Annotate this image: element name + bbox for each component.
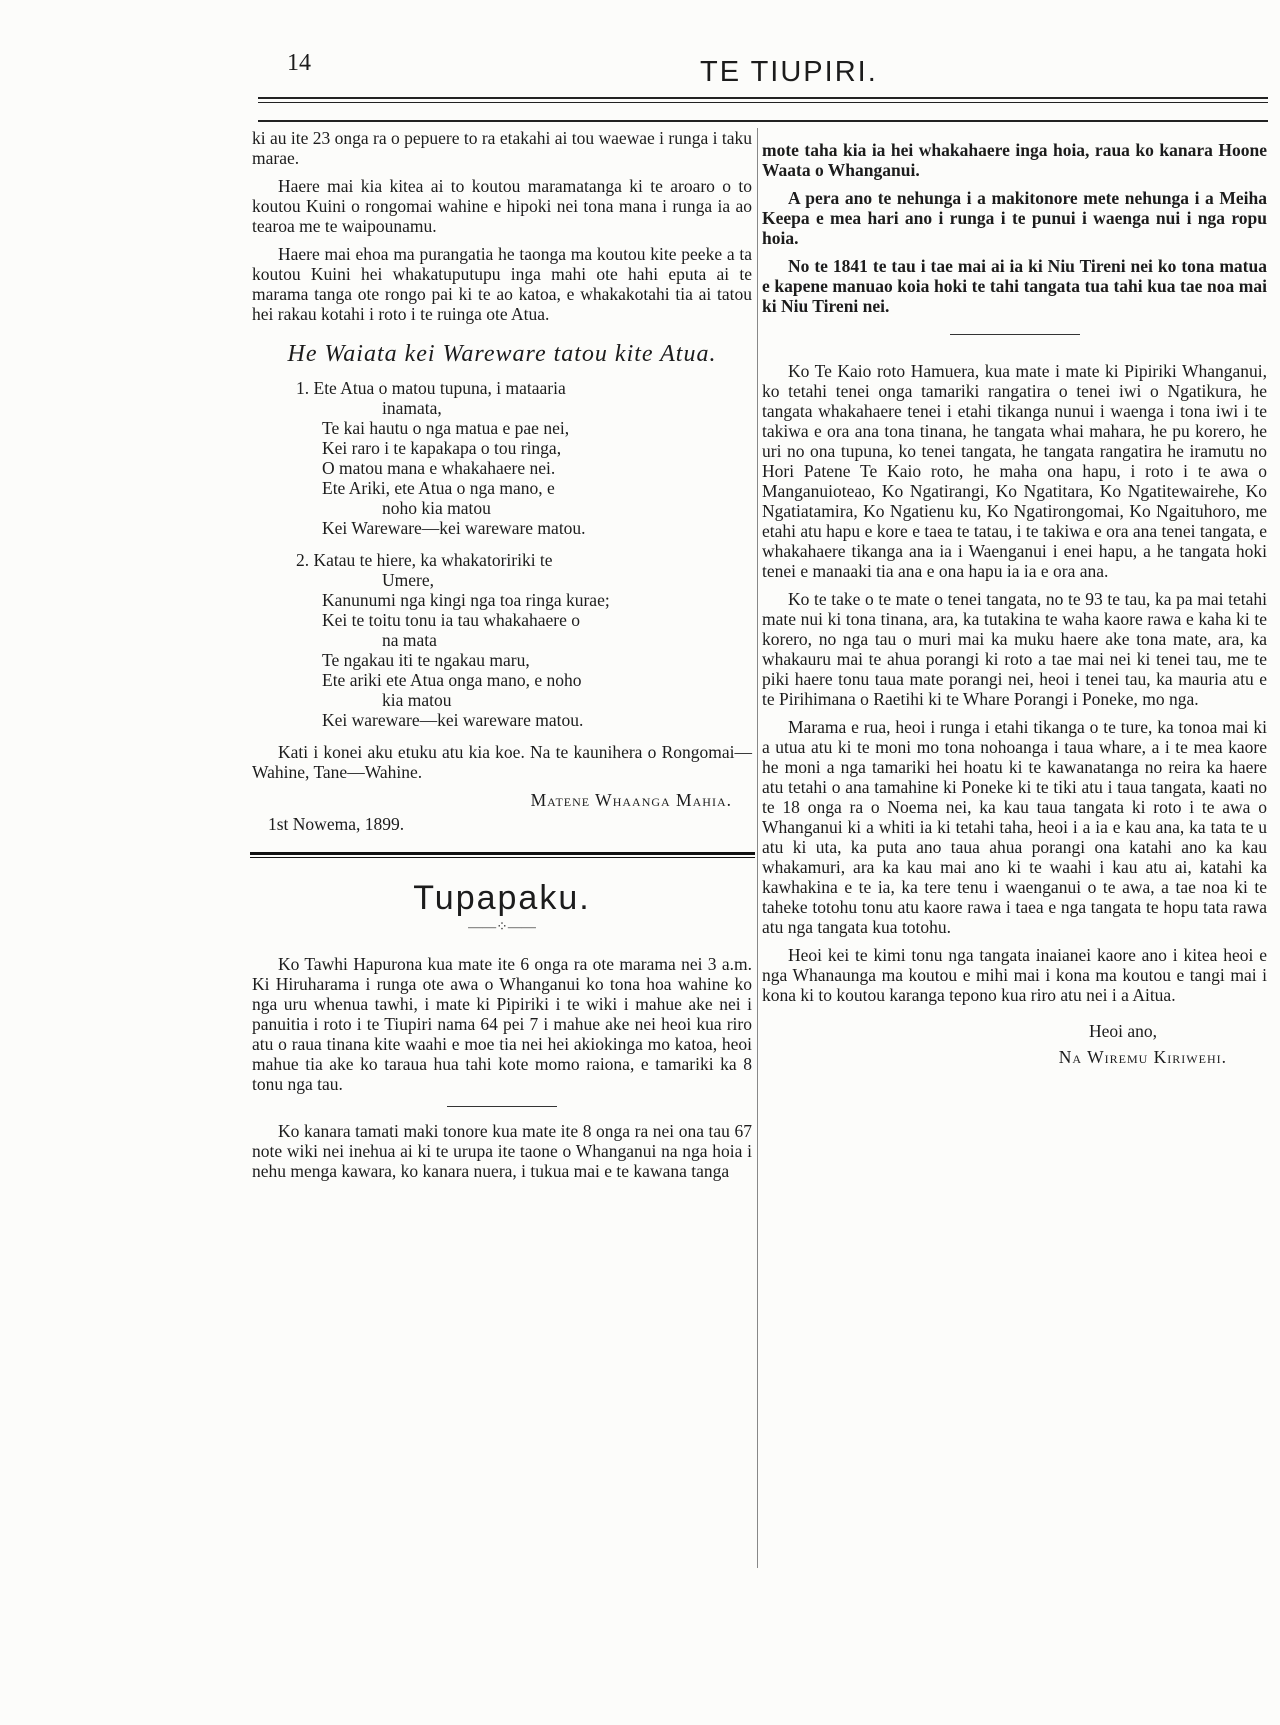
- paragraph: Marama e rua, heoi i runga i etahi tikanga o te ture, ka tonoa mai ki a utua atu ki te moni mo tona nohoanga i taua whare, a i te mea kaore he moni a nga tamariki hei hoatu ki te kawanatanga no reira ka haere atu tetahi o ana tamahine ki Poneke ki te tiki atu i taua tangata, kaati no te 18 onga ra o Noema nei, ka kau taua tangata ki roto i te awa o Whanganui ki a whiti ia ki tetahi taha, heoi i a ia e kau ana, ka tata te u atu ki uta, ka puta ano taua ahua porangi ona katahi ano ka kau whakamuri, ara ka kau mai ano ki te waahi i kau atu ai, katahi ka kawhakina e te ia, ka tere tenu i waenganui o te awa, a tae noa ki te taheke totohu tonu atu kaore rawa i taea e nga tangata te hopu tata rawa atu nga tangata kua totohu.: [762, 717, 1267, 937]
- verse-line: Kanunumi nga kingi nga toa ringa kurae;: [322, 590, 610, 610]
- paragraph: mote taha kia ia hei whakahaere inga hoia, raua ko kanara Hoone Waata o Whanganui.: [762, 140, 1267, 180]
- paragraph: A pera ano te nehunga i a makitonore mete nehunga i a Meiha Keepa e mea hari ano i runga i te punui i waenga nui i nga ropu hoia.: [762, 188, 1267, 248]
- paragraph: Kati i konei aku etuku atu kia koe. Na te kaunihera o Rongomai—Wahine, Tane—Wahine.: [252, 742, 752, 782]
- poem-stanza-1: [252, 378, 752, 538]
- divider: [447, 1106, 557, 1107]
- verse-line: Te kai hautu o nga matua e pae nei,: [322, 418, 570, 438]
- verse-line: Kei raro i te kapakapa o tou ringa,: [322, 438, 562, 458]
- paragraph: ki au ite 23 onga ra o pepuere to ra etakahi ai tou waewae i runga i taku marae.: [252, 128, 753, 168]
- poem-title: He Waiata kei Wareware tatou kite Atua.: [287, 341, 717, 367]
- divider: [950, 334, 1080, 335]
- verse-line: 2. Katau te hiere, ka whakatoririki te: [296, 550, 553, 570]
- verse-line: 1. Ete Atua o matou tupuna, i mataaria: [296, 378, 566, 398]
- column-divider: [757, 128, 758, 1568]
- paragraph: No te 1841 te tau i tae mai ai ia ki Niu Tireni nei ko tona matua e kapene manuao koia hoki te tahi tangata tua tahi kua tae noa mai ki Niu Tireni nei.: [762, 256, 1267, 316]
- verse-line: na mata: [382, 630, 437, 650]
- poem-stanza-2: [252, 550, 752, 730]
- masthead-title: TE TIUPIRI.: [700, 56, 878, 88]
- header-rule-lower: [258, 120, 1268, 122]
- verse-line: Kei wareware—kei wareware matou.: [322, 710, 584, 730]
- verse-line: kia matou: [382, 690, 452, 710]
- verse-line: inamata,: [382, 398, 442, 418]
- right-column: [762, 140, 1267, 1067]
- paragraph: Ko Te Kaio roto Hamuera, kua mate i mate ki Pipiriki Whanganui, ko tetahi tenei onga tamariki rangatira o tenei iwi o Ngatikura, he tangata whakahaere tenei i etahi tikanga nunui i waenga i tona iwi i te takiwa e ora ana tona tinana, he tangata whai mahara, he pu korero, he uri no ona tupuna, ko tenei tangata, he tangata rangatira he iramutu no Hori Patene Te Kaio roto, he maha ona hapu, i roto i te awa o Manganuioteao, Ko Ngatirangi, Ko Ngatitara, Ko Ngatitewairehe, Ko Ngatiatamira, Ko Ngatienu ku, Ko Ngatirongomai, Ko Ngaituhoro, me etahi atu hapu e kore e taea te tatau, i te takiwa e ora ana tenei tangata, e whakahaere tikanga ana ia i Waenganui i enei hapu, a he tangata hoki tenei e manaaki tia ana e ona hapu ia ia e ora ana.: [762, 361, 1267, 581]
- verse-line: O matou mana e whakahaere nei.: [322, 458, 556, 478]
- verse-line: Kei Wareware—kei wareware matou.: [322, 518, 586, 538]
- verse-line: Ete Ariki, ete Atua o nga mano, e: [322, 478, 555, 498]
- paragraph: Heoi kei te kimi tonu nga tangata inaianei kaore ano i kitea heoi e nga Whanaunga ma koutou e mihi mai i kona ma koutou e tangi mai i kona ki to koutou karanga tepono kua riro atu nei i a Aitua.: [762, 945, 1267, 1005]
- ornament: ——⁘——: [468, 920, 536, 935]
- closing-line: Heoi ano,: [1088, 1021, 1157, 1041]
- verse-line: Umere,: [382, 570, 434, 590]
- signature: Matene Whaanga Mahia.: [530, 790, 732, 810]
- paragraph: Ko te take o te mate o tenei tangata, no te 93 te tau, ka pa mai tetahi mate nui ki tona tinana, ara, ka tutakina te waha kaore rawa e kaha ki te korero, no nga tau o muri mai ka muku haere ake tona mate, ara, ka whakauru mai te ahua porangi ki roto a tae mai nei ki tenei tau, me te piki haere tonu taua mate porangi nei, heoi i tenei tau, ka mauria atu e te Pirihimana o Raetihi ki te Whare Porangi i Poneke, mo nga.: [762, 589, 1267, 709]
- verse-line: Te ngakau iti te ngakau maru,: [322, 650, 530, 670]
- verse-line: Kei te toitu tonu ia tau whakahaere o: [322, 610, 581, 630]
- verse-line: noho kia matou: [382, 498, 491, 518]
- date-line: 1st Nowema, 1899.: [268, 814, 405, 834]
- verse-line: Ete ariki ete Atua onga mano, e noho: [322, 670, 582, 690]
- paragraph: Haere mai ehoa ma purangatia he taonga ma koutou kite peeke a ta koutou Kuini hei whakatuputupu inga mahi ote hahi eputa ai te marama tanga ote rongo pai ki te ao katoa, e whakakotahi tia ai tatou hei rakau kotahi i roto i te ruinga ote Atua.: [252, 244, 752, 324]
- paragraph: Haere mai kia kitea ai to koutou maramatanga ki te aroaro o to koutou Kuini o rongomai wahine e hipoki nei tona mana i runga ia ao tearoa me te waipounamu.: [252, 176, 752, 236]
- signature: Na Wiremu Kiriwehi.: [1058, 1047, 1227, 1067]
- section-title: Tupapaku.: [413, 879, 591, 917]
- obituary-paragraph: Ko kanara tamati maki tonore kua mate ite 8 onga ra nei ona tau 67 note wiki nei inehua ai ki te urupa ite taone o Whanganui na nga hoia i nehu menga kawara, ko kanara nuera, i tukua mai e te kawana tanga: [252, 1121, 752, 1181]
- left-column: [252, 128, 752, 1189]
- header-rule: [258, 97, 1268, 103]
- obituary-paragraph: Ko Tawhi Hapurona kua mate ite 6 onga ra ote marama nei 3 a.m. Ki Hiruharama i runga ote awa o Whanganui ko tona hoa wahine ko nga uru whenua tawhi, i mate ki Pipiriki i te wiki i mahue ake nei i panuitia i roto i te Tiupiri nama 64 pei 7 i mahue ake nei heoi kua riro atu o raua tinana kite waahi e moe tia nei hei akiokinga mo katoa, heoi mahue tia ake ko taraua hua tahi kote momo raiona, e tamariki ka 8 tonu nga tau.: [252, 954, 752, 1094]
- section-rule: [250, 852, 755, 858]
- page-number: 14: [287, 50, 311, 76]
